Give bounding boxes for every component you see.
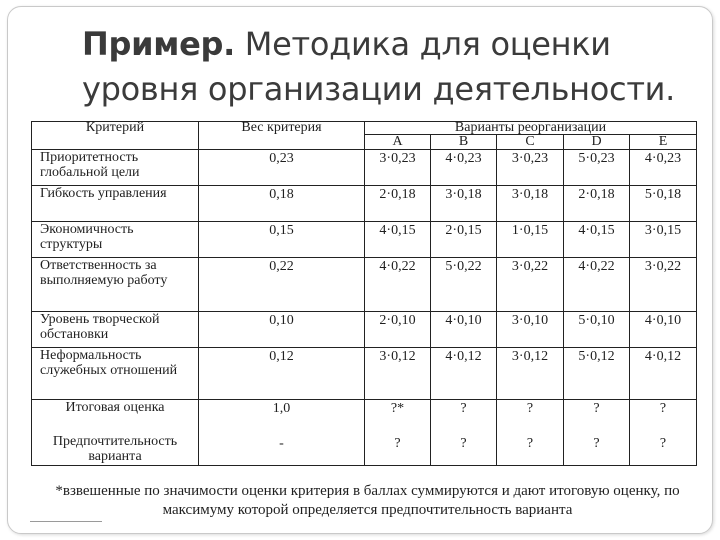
score-cell: 1·0,15	[497, 222, 564, 258]
score-cell: 3·0,18	[431, 186, 497, 222]
table-row	[32, 222, 697, 258]
score-cell: 4·0,15	[365, 222, 431, 258]
score-cell: 3·0,22	[497, 258, 564, 312]
score-cell: 3·0,22	[630, 258, 697, 312]
criterion-cell: Экономичность структуры	[32, 222, 199, 258]
total-score: ?	[630, 400, 697, 430]
weight-cell: 0,10	[199, 312, 365, 348]
total-score: ?*	[365, 400, 431, 430]
title-text: Методика для оценки уровня организации деятельности.	[82, 25, 676, 108]
criterion-cell: Ответственность за выполняемую работу	[32, 258, 199, 312]
header-variant-b: B	[431, 135, 497, 150]
preference-weight: -	[199, 430, 365, 466]
score-cell: 3·0,12	[365, 348, 431, 400]
score-cell: 4·0,22	[365, 258, 431, 312]
criterion-cell: Гибкость управления	[32, 186, 199, 222]
header-criterion: Критерий	[32, 122, 199, 150]
score-cell: 4·0,12	[431, 348, 497, 400]
preference-score: ?	[497, 430, 564, 466]
table-row	[32, 312, 697, 348]
score-cell: 4·0,12	[630, 348, 697, 400]
header-variant-a: A	[365, 135, 431, 150]
score-cell: 5·0,23	[564, 150, 630, 186]
table-row	[32, 186, 697, 222]
total-label: Итоговая оценка	[32, 400, 199, 430]
header-variants: Варианты реорганизации	[365, 122, 697, 135]
total-score: ?	[564, 400, 630, 430]
score-cell: 4·0,10	[431, 312, 497, 348]
score-cell: 2·0,18	[365, 186, 431, 222]
header-row	[32, 122, 697, 135]
weight-cell: 0,18	[199, 186, 365, 222]
table-row	[32, 348, 697, 400]
table-row	[32, 150, 697, 186]
header-variant-c: C	[497, 135, 564, 150]
preference-score: ?	[365, 430, 431, 466]
weight-cell: 0,12	[199, 348, 365, 400]
preference-score: ?	[564, 430, 630, 466]
footnote: *взвешенные по значимости оценки критерия в баллах суммируются и дают итоговую оценку, по максимуму которой определяется предпочтительность варианта	[55, 483, 680, 518]
evaluation-table-container	[31, 121, 696, 481]
table-row	[32, 258, 697, 312]
criterion-cell: Приоритетность глобальной цели	[32, 150, 199, 186]
score-cell: 4·0,15	[564, 222, 630, 258]
preference-row	[32, 430, 697, 466]
divider	[30, 521, 102, 522]
score-cell: 3·0,12	[497, 348, 564, 400]
score-cell: 4·0,22	[564, 258, 630, 312]
score-cell: 3·0,23	[497, 150, 564, 186]
header-weight: Вес критерия	[199, 122, 365, 150]
score-cell: 5·0,22	[431, 258, 497, 312]
weight-cell: 0,22	[199, 258, 365, 312]
score-cell: 3·0,10	[497, 312, 564, 348]
weight-cell: 0,23	[199, 150, 365, 186]
total-score: ?	[497, 400, 564, 430]
score-cell: 3·0,15	[630, 222, 697, 258]
criterion-cell: Уровень творческой обстановки	[32, 312, 199, 348]
header-variant-d: D	[564, 135, 630, 150]
preference-label: Предпочтительность варианта	[32, 430, 199, 466]
total-score: ?	[431, 400, 497, 430]
score-cell: 2·0,18	[564, 186, 630, 222]
score-cell: 3·0,18	[497, 186, 564, 222]
score-cell: 3·0,23	[365, 150, 431, 186]
score-cell: 5·0,10	[564, 312, 630, 348]
total-row	[32, 400, 697, 430]
criterion-cell: Неформальность служебных отношений	[32, 348, 199, 400]
evaluation-table	[31, 121, 697, 466]
preference-score: ?	[630, 430, 697, 466]
total-weight: 1,0	[199, 400, 365, 430]
header-variant-e: E	[630, 135, 697, 150]
slide-title	[82, 22, 702, 112]
title-bold: Пример.	[82, 25, 235, 63]
score-cell: 2·0,15	[431, 222, 497, 258]
preference-score: ?	[431, 430, 497, 466]
score-cell: 5·0,12	[564, 348, 630, 400]
score-cell: 4·0,10	[630, 312, 697, 348]
score-cell: 2·0,10	[365, 312, 431, 348]
score-cell: 5·0,18	[630, 186, 697, 222]
score-cell: 4·0,23	[431, 150, 497, 186]
weight-cell: 0,15	[199, 222, 365, 258]
score-cell: 4·0,23	[630, 150, 697, 186]
